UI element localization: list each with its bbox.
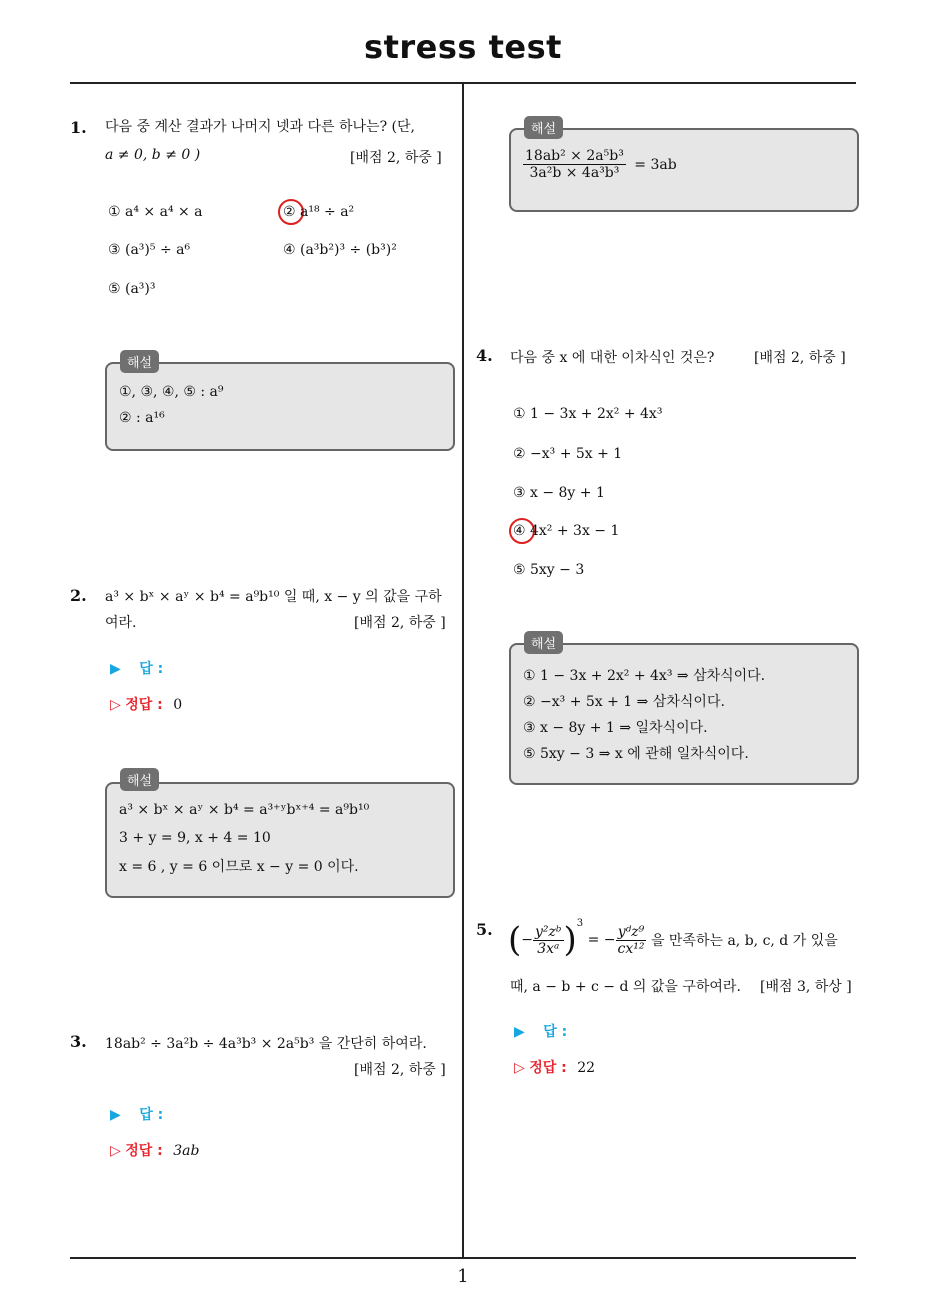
q4-explanation-line3: ③ x − 8y + 1 ⇒ 일차식이다. — [523, 720, 708, 736]
q4-choice-1[interactable]: ① 1 − 3x + 2x² + 4x³ — [513, 406, 663, 422]
column-divider — [462, 84, 464, 1257]
q2-score: [배점 2, 하중 ] — [354, 615, 446, 631]
q2-correct-row — [110, 694, 182, 714]
q3-explanation-denominator: 3a²b × 4a³b³ — [529, 165, 620, 181]
page-number: 1 — [457, 1266, 469, 1287]
q1-explanation-box — [105, 362, 455, 451]
q5-lhs-denominator: 3xᵃ — [537, 940, 560, 957]
q1-choice-3[interactable]: ③ (a³)⁵ ÷ a⁶ — [108, 242, 191, 258]
q3-explanation-box — [509, 128, 859, 212]
q3-number: 3. — [70, 1032, 87, 1051]
q1-explanation-line2: ② : a¹⁶ — [119, 410, 165, 426]
q4-explanation-label: 해설 — [524, 631, 563, 654]
q1-choice-1[interactable]: ① a⁴ × a⁴ × a — [108, 204, 203, 220]
q4-text-line1: 다음 중 x 에 대한 이차식인 것은? — [510, 350, 715, 366]
q3-explanation-formula — [523, 148, 677, 181]
q3-explanation-numerator: 18ab² × 2a⁵b³ — [525, 148, 624, 164]
q1-text-line1: 다음 중 계산 결과가 나머지 넷과 다른 하나는? (단, — [105, 119, 415, 135]
q5-correct-row — [514, 1057, 595, 1077]
q2-correct-label: 정답 : — [125, 697, 163, 713]
correct-arrow-icon: ▷ — [110, 697, 121, 713]
q3-answer-label: 답 : — [139, 1107, 164, 1123]
q2-answer-label: 답 : — [139, 661, 164, 677]
q4-choice-2[interactable]: ② −x³ + 5x + 1 — [513, 446, 623, 462]
answer-arrow-icon: ▶ — [110, 1107, 121, 1123]
q5-correct-label: 정답 : — [529, 1060, 567, 1076]
q5-text-line2: 때, a − b + c − d 의 값을 구하여라. — [510, 979, 741, 995]
q5-answer-row — [514, 1021, 567, 1041]
q2-answer-row — [110, 658, 163, 678]
q1-text — [105, 112, 455, 142]
q1-choice-4[interactable]: ④ (a³b²)³ ÷ (b³)² — [283, 242, 397, 258]
q4-explanation-line4: ⑤ 5xy − 3 ⇒ x 에 관해 일차식이다. — [523, 746, 749, 762]
correct-arrow-icon: ▷ — [514, 1060, 525, 1076]
q5-equation: (− $\frac{\text{y²zᵇ}}{\text{3xᵃ}}$ )$^3$ = − $\frac{\text{yᵈz⁹}}{\text{cx¹²}}$ 을 만족하는 a, b, c, d 가 있을 — [508, 918, 838, 960]
q2-explanation-line3: x = 6 , y = 6 이므로 x − y = 0 이다. — [119, 859, 359, 875]
q2-explanation-line1: a³ × bˣ × aʸ × b⁴ = a³⁺ʸbˣ⁺⁴ = a⁹b¹⁰ — [119, 802, 370, 818]
q4-score: [배점 2, 하중 ] — [754, 350, 846, 366]
q5-rhs-numerator: yᵈz⁹ — [616, 924, 647, 941]
q5-open-paren: ( — [508, 920, 522, 960]
q5-correct-value: 22 — [577, 1060, 596, 1076]
bottom-divider — [70, 1257, 856, 1259]
q2-text-line1: a³ × bˣ × aʸ × b⁴ = a⁹b¹⁰ 일 때, x − y 의 값을 구하 — [105, 589, 442, 605]
q3-correct-label: 정답 : — [125, 1143, 163, 1159]
q5-text-after: 을 만족하는 a, b, c, d 가 있을 — [650, 933, 838, 949]
page-title: stress test — [364, 28, 562, 66]
q2-explanation-label: 해설 — [120, 768, 159, 791]
q3-correct-row — [110, 1140, 199, 1160]
q1-explanation-line1: ①, ③, ④, ⑤ : a⁹ — [119, 384, 224, 400]
q3-score: [배점 2, 하중 ] — [354, 1062, 446, 1078]
q1-explanation-label: 해설 — [120, 350, 159, 373]
q4-choice-4[interactable]: ④ 4x² + 3x − 1 — [513, 523, 620, 539]
q1-choice-5[interactable]: ⑤ (a³)³ — [108, 281, 156, 297]
q4-explanation-line1: ① 1 − 3x + 2x² + 4x³ ⇒ 삼차식이다. — [523, 668, 766, 684]
q4-choice-5[interactable]: ⑤ 5xy − 3 — [513, 562, 585, 578]
q4-number: 4. — [476, 346, 493, 365]
q3-correct-value: 3ab — [173, 1143, 200, 1159]
q3-explanation-label: 해설 — [524, 116, 563, 139]
answer-arrow-icon: ▶ — [110, 661, 121, 677]
q5-score: [배점 3, 하상 ] — [760, 979, 852, 995]
q2-explanation-box — [105, 782, 455, 898]
q5-lhs-fraction — [533, 924, 564, 957]
q5-answer-label: 답 : — [543, 1024, 568, 1040]
q4-explanation-box — [509, 643, 859, 785]
q4-explanation-line2: ② −x³ + 5x + 1 ⇒ 삼차식이다. — [523, 694, 725, 710]
q2-correct-value: 0 — [173, 697, 183, 713]
q5-close-paren: ) — [563, 920, 577, 960]
answer-arrow-icon: ▶ — [514, 1024, 525, 1040]
correct-arrow-icon: ▷ — [110, 1143, 121, 1159]
q1-condition: a ≠ 0, b ≠ 0 ) — [105, 147, 201, 163]
q4-choice-3[interactable]: ③ x − 8y + 1 — [513, 485, 605, 501]
q1-choice-2[interactable]: ② a¹⁸ ÷ a² — [283, 204, 355, 220]
q3-explanation-result: = 3ab — [634, 156, 677, 173]
q3-answer-row — [110, 1104, 163, 1124]
q5-lhs-numerator: y²zᵇ — [535, 923, 562, 940]
q2-explanation-line2: 3 + y = 9, x + 4 = 10 — [119, 830, 271, 846]
q2-number: 2. — [70, 586, 87, 605]
q5-number: 5. — [476, 920, 493, 939]
q3-explanation-fraction — [523, 148, 626, 181]
q5-rhs-fraction — [616, 924, 647, 957]
q1-score: [배점 2, 하중 ] — [350, 150, 442, 166]
q1-number: 1. — [70, 118, 87, 137]
q3-text-line1: 18ab² ÷ 3a²b ÷ 4a³b³ × 2a⁵b³ 을 간단히 하여라. — [105, 1036, 427, 1052]
q5-rhs-denominator: cx¹² — [617, 940, 645, 957]
q2-text-line2: 여라. — [105, 615, 137, 631]
